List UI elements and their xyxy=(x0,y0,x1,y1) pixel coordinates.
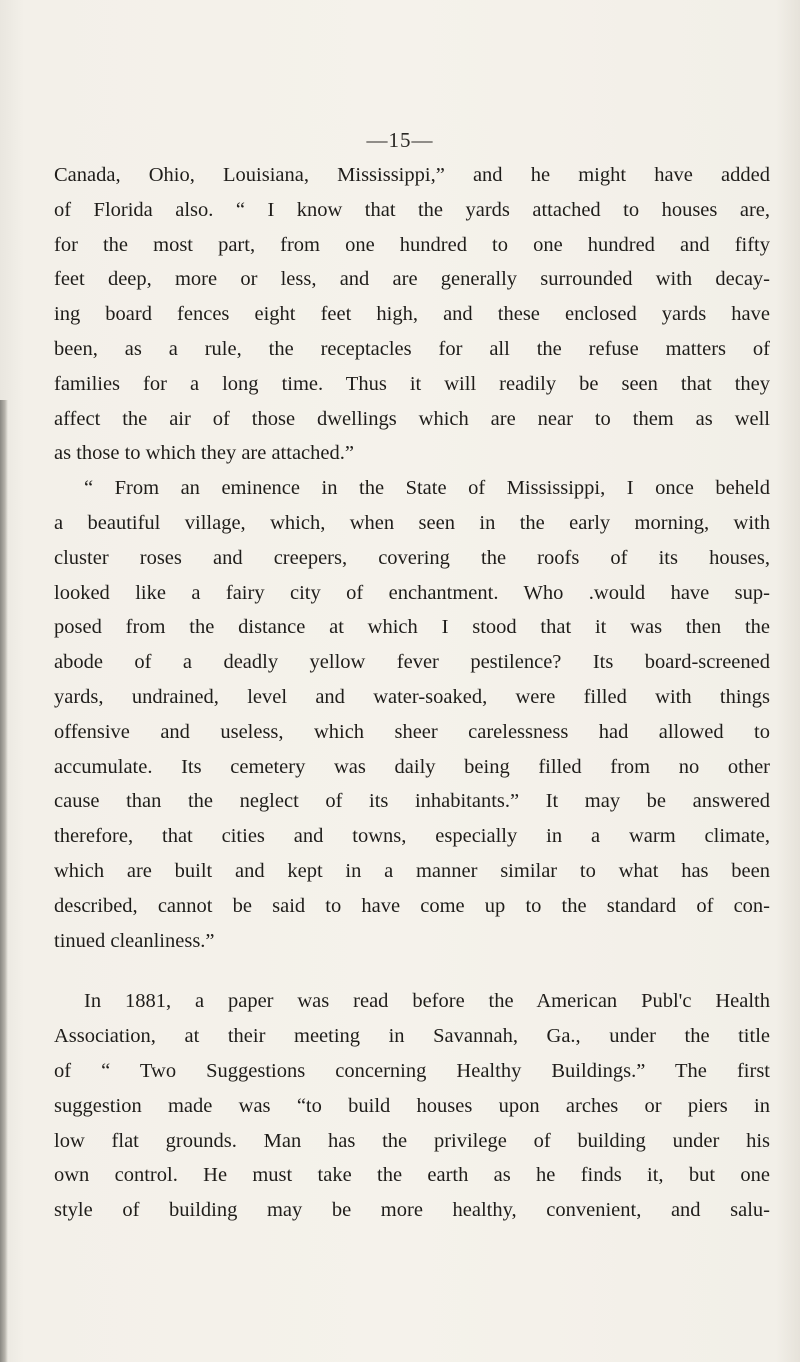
text-line: “ From an eminence in the State of Mississippi, I once beheld xyxy=(84,477,770,500)
text-line: ing board fences eight feet high, and these enclosed yards have xyxy=(54,303,770,326)
paragraph-1 xyxy=(54,158,770,471)
text-line: been, as a rule, the receptacles for all the refuse matters of xyxy=(54,337,770,360)
text-line: looked like a fairy city of enchantment. Who .would have sup- xyxy=(54,581,770,604)
text-line: cause than the neglect of its inhabitants.” It may be answered xyxy=(54,790,770,813)
text-line: described, cannot be said to have come up to the standard of con- xyxy=(54,894,770,917)
text-line: of “ Two Suggestions concerning Healthy Buildings.” The first xyxy=(54,1059,770,1082)
text-line: Association, at their meeting in Savannah, Ga., under the title xyxy=(54,1025,770,1048)
paragraph-2 xyxy=(54,471,770,958)
text-line: feet deep, more or less, and are generally surrounded with decay- xyxy=(54,268,770,291)
text-line: for the most part, from one hundred to one hundred and fifty xyxy=(54,233,770,256)
text-line: style of building may be more healthy, convenient, and salu- xyxy=(54,1199,770,1222)
text-line: of Florida also. “ I know that the yards attached to houses are, xyxy=(54,198,770,221)
text-line: a beautiful village, which, when seen in the early morning, with xyxy=(54,511,770,534)
page-number: —15— xyxy=(366,128,434,152)
text-line: affect the air of those dwellings which are near to them as well xyxy=(54,407,770,430)
text-line: low flat grounds. Man has the privilege of building under his xyxy=(54,1129,770,1152)
text-line: own control. He must take the earth as he finds it, but one xyxy=(54,1164,770,1187)
paragraph-gap xyxy=(54,958,770,984)
text-line: as those to which they are attached.” xyxy=(54,442,354,465)
text-line: suggestion made was “to build houses upon arches or piers in xyxy=(54,1094,770,1117)
text-line: offensive and useless, which sheer carelessness had allowed to xyxy=(54,720,770,743)
text-line: cluster roses and creepers, covering the roofs of its houses, xyxy=(54,546,770,569)
page-shadow-edge xyxy=(0,400,8,1362)
text-line: In 1881, a paper was read before the American Publ'c Health xyxy=(84,990,770,1013)
text-line: posed from the distance at which I stood that it was then the xyxy=(54,616,770,639)
paragraph-3 xyxy=(54,984,770,1228)
text-line: therefore, that cities and towns, especially in a warm climate, xyxy=(54,825,770,848)
text-line: families for a long time. Thus it will readily be seen that they xyxy=(54,372,770,395)
text-line: which are built and kept in a manner similar to what has been xyxy=(54,859,770,882)
text-line: yards, undrained, level and water-soaked, were filled with things xyxy=(54,685,770,708)
text-line: tinued cleanliness.” xyxy=(54,929,215,952)
body-text xyxy=(54,158,770,1228)
text-line: Canada, Ohio, Louisiana, Mississippi,” and he might have added xyxy=(54,164,770,186)
text-line: accumulate. Its cemetery was daily being filled from no other xyxy=(54,755,770,778)
text-line: abode of a deadly yellow fever pestilence? Its board-screened xyxy=(54,651,770,674)
